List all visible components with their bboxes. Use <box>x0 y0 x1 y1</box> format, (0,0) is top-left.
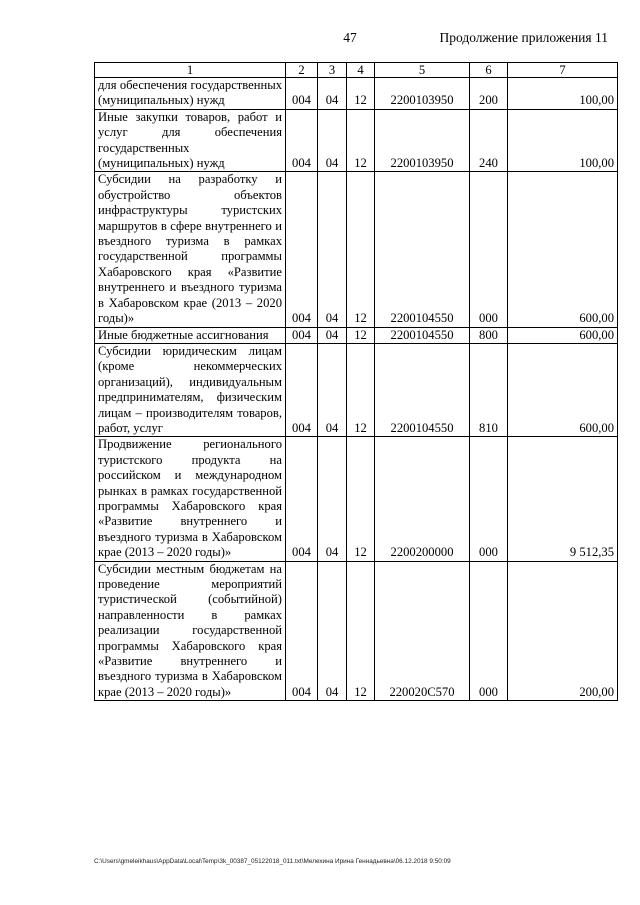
row-target-article: 220020С570 <box>375 561 470 701</box>
row-section: 04 <box>318 437 347 561</box>
row-amount: 9 512,35 <box>508 437 618 561</box>
row-amount: 100,00 <box>508 109 618 172</box>
row-ministry-code: 004 <box>286 561 318 701</box>
row-ministry-code: 004 <box>286 343 318 436</box>
row-target-article: 2200103950 <box>375 109 470 172</box>
row-subsection: 12 <box>347 109 375 172</box>
column-header: 3 <box>318 63 347 78</box>
table-row <box>95 327 618 343</box>
table-header-row <box>95 63 618 78</box>
row-target-article: 2200104550 <box>375 343 470 436</box>
row-subsection: 12 <box>347 561 375 701</box>
row-section: 04 <box>318 327 347 343</box>
row-amount: 100,00 <box>508 78 618 110</box>
column-header: 5 <box>375 63 470 78</box>
row-name: Субсидии на разработку и обустройство объектов инфраструктуры туристских маршрутов в сфере внутреннего и въездного туризма в рамках государственной программы Хабаровского края «Развитие внутреннего и въездного туризма в Хабаровском крае (2013 – 2020 годы)» <box>95 172 286 327</box>
row-expense-type: 810 <box>470 343 508 436</box>
row-name: Субсидии юридическим лицам (кроме некоммерческих организаций), индивидуальным предпринимателям, физическим лицам – производителям товаров, работ, услуг <box>95 343 286 436</box>
row-expense-type: 000 <box>470 172 508 327</box>
table-row <box>95 109 618 172</box>
row-expense-type: 000 <box>470 561 508 701</box>
row-target-article: 2200103950 <box>375 78 470 110</box>
column-header: 4 <box>347 63 375 78</box>
column-header: 7 <box>508 63 618 78</box>
row-name: Продвижение регионального туристского продукта на российском и международном рынках в рамках государственной программы Хабаровского края «Развитие внутреннего и въездного туризма в Хабаровском крае (2013 – 2020 годы)» <box>95 437 286 561</box>
row-section: 04 <box>318 78 347 110</box>
row-expense-type: 000 <box>470 437 508 561</box>
column-header: 2 <box>286 63 318 78</box>
document-file-path-footer: C:\Users\gmeleikhaus\AppData\Local\Temp\3k_00387_05122018_011.txt\Мелехина Ирина Геннадьевна\06.12.2018 9:50:09 <box>94 858 451 865</box>
row-section: 04 <box>318 343 347 436</box>
row-name: для обеспечения государственных (муниципальных) нужд <box>95 78 286 110</box>
row-amount: 200,00 <box>508 561 618 701</box>
row-subsection: 12 <box>347 343 375 436</box>
row-subsection: 12 <box>347 172 375 327</box>
table-row <box>95 343 618 436</box>
row-expense-type: 240 <box>470 109 508 172</box>
row-target-article: 2200104550 <box>375 327 470 343</box>
row-ministry-code: 004 <box>286 109 318 172</box>
row-ministry-code: 004 <box>286 327 318 343</box>
table-row <box>95 78 618 110</box>
table-row <box>95 561 618 701</box>
row-ministry-code: 004 <box>286 172 318 327</box>
table-row <box>95 172 618 327</box>
row-amount: 600,00 <box>508 343 618 436</box>
row-ministry-code: 004 <box>286 78 318 110</box>
appendix-continuation-label: Продолжение приложения 11 <box>439 30 608 45</box>
row-subsection: 12 <box>347 327 375 343</box>
column-header: 6 <box>470 63 508 78</box>
row-name: Иные бюджетные ассигнования <box>95 327 286 343</box>
row-section: 04 <box>318 172 347 327</box>
row-amount: 600,00 <box>508 172 618 327</box>
page-number: 47 <box>343 30 357 45</box>
budget-table <box>94 62 618 701</box>
row-subsection: 12 <box>347 78 375 110</box>
row-target-article: 2200104550 <box>375 172 470 327</box>
column-header: 1 <box>95 63 286 78</box>
row-name: Иные закупки товаров, работ и услуг для обеспечения государственных (муниципальных) нужд <box>95 109 286 172</box>
row-ministry-code: 004 <box>286 437 318 561</box>
row-subsection: 12 <box>347 437 375 561</box>
row-amount: 600,00 <box>508 327 618 343</box>
table-row <box>95 437 618 561</box>
row-expense-type: 800 <box>470 327 508 343</box>
row-expense-type: 200 <box>470 78 508 110</box>
row-section: 04 <box>318 561 347 701</box>
row-name: Субсидии местным бюджетам на проведение мероприятий туристической (событийной) направленности в рамках реализации государственной программы Хабаровского края «Развитие внутреннего и въездного туризма в Хабаровском крае (2013 – 2020 годы)» <box>95 561 286 701</box>
row-section: 04 <box>318 109 347 172</box>
row-target-article: 2200200000 <box>375 437 470 561</box>
